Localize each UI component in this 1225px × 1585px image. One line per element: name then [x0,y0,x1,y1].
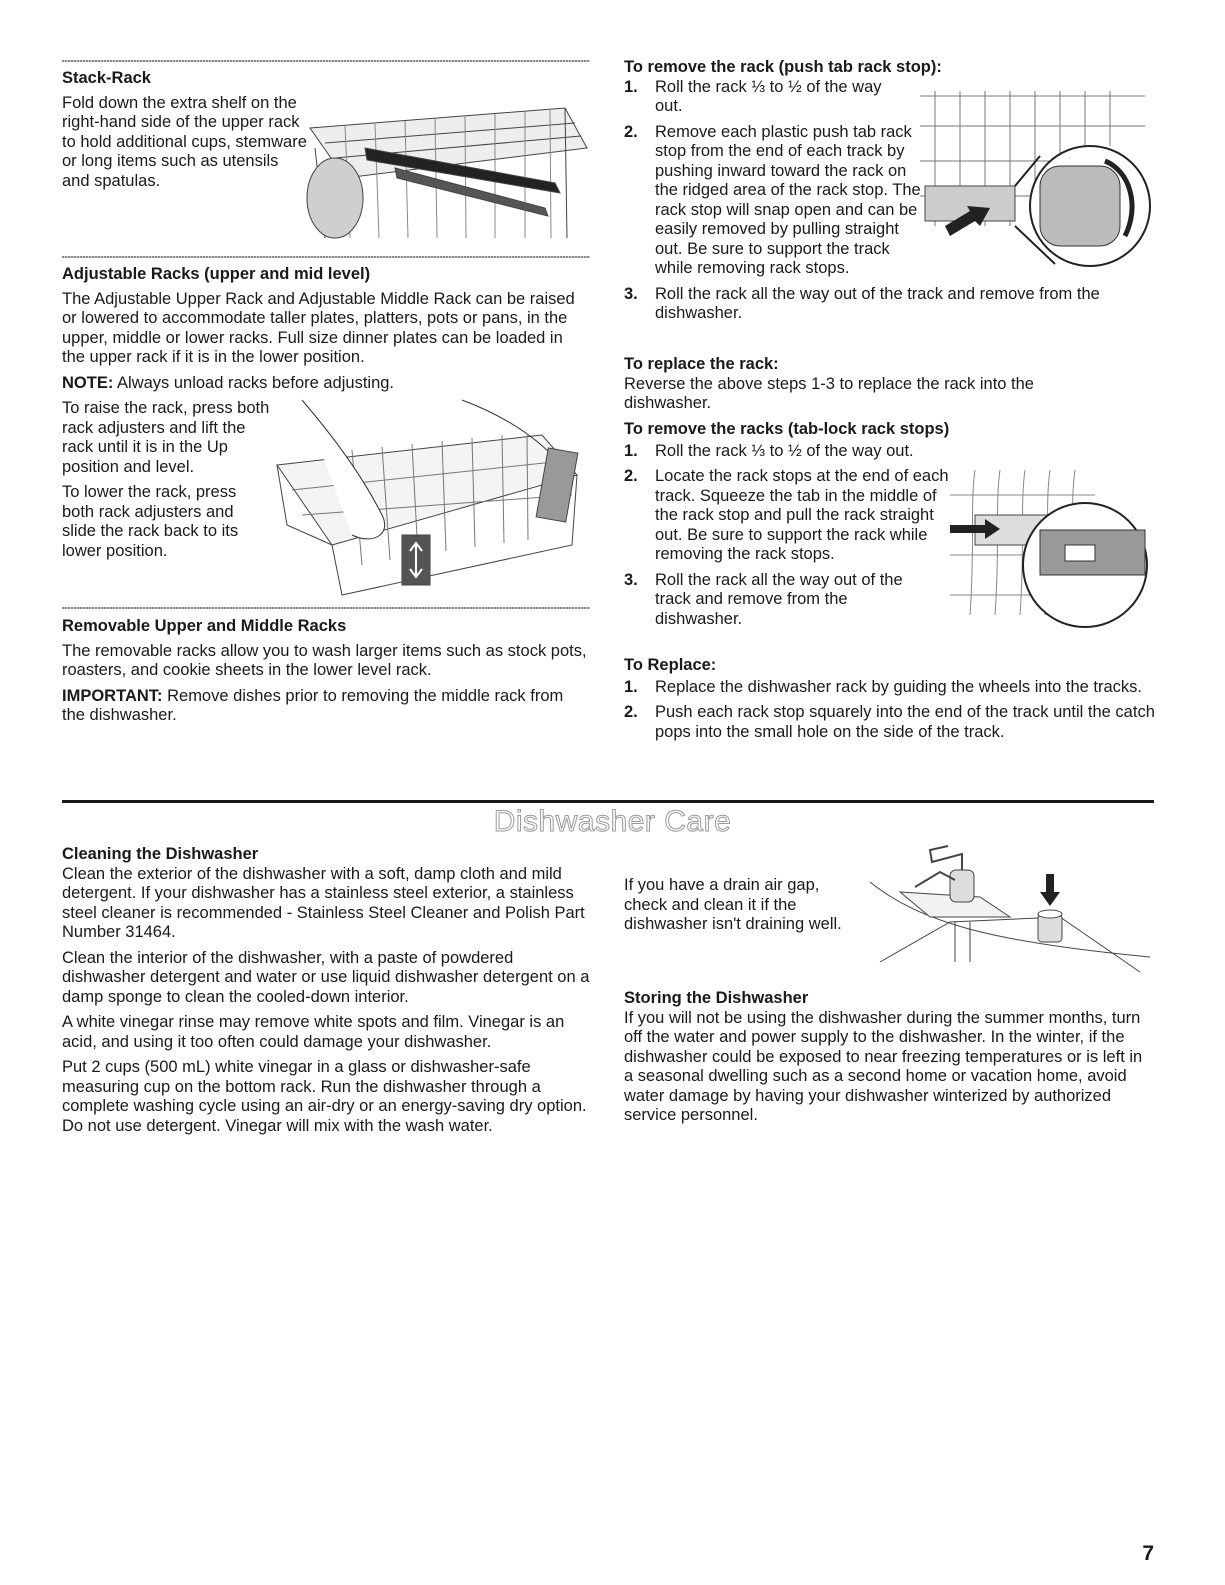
step-number: 1. [624,77,638,96]
lower-rack-text: To lower the rack, press both rack adjusters and slide the rack back to its lower position. [62,483,239,560]
note-text: Always unload racks before adjusting. [113,373,395,392]
important-label: IMPORTANT: [62,686,163,705]
important-paragraph [62,687,590,726]
to-replace-steps [624,678,1154,743]
step-number: 3. [624,570,638,589]
storing-text: If you will not be using the dishwasher during the summer months, turn off the water and power supply to the dishwasher. In the winter, if the dishwasher could be exposed to near freezing temperatures or is left in a seasonal dwelling such as a second home or vacation home, avoid water damage by having your dishwasher winterized by authorized service personnel. [624,1008,1143,1124]
step-text: Roll the rack ⅓ to ½ of the way out. [655,77,882,115]
stack-rack-illustration [305,88,590,248]
step-text: Roll the rack ⅓ to ½ of the way out. [655,441,914,460]
push-tab-rack-stop-illustration [915,86,1155,276]
section-rule [62,800,1154,803]
stack-rack-text: Fold down the extra shelf on the right-hand side of the upper rack to hold additional cups, stemware or long items such as utensils and spatulas. [62,93,307,190]
step-item [624,123,925,279]
replace-rack-heading: To replace the rack: [624,355,779,373]
cleaning-section [62,845,590,1142]
step-text: Roll the rack all the way out of the track and remove from the dishwasher. [655,570,903,628]
storing-section [624,989,1154,1132]
step-number: 2. [624,703,638,721]
replace-rack-section [624,355,1154,420]
step-item [624,678,1155,698]
step-text: Replace the dishwasher rack by guiding the wheels into the tracks. [655,677,1143,696]
adjustable-racks-text: The Adjustable Upper Rack and Adjustable Middle Rack can be raised or lowered to accommodate taller plates, platters, pots or pans, in the upper, middle or lower racks. Full size dinner plates can be loaded in the upper rack if it is in the lower position. [62,289,575,366]
tab-lock-heading: To remove the racks (tab-lock rack stops) [624,420,950,438]
step-text: Roll the rack all the way out of the track and remove from the dishwasher. [655,284,1100,322]
removable-racks-heading: Removable Upper and Middle Racks [62,617,347,635]
step-number: 2. [624,122,638,141]
storing-heading: Storing the Dishwasher [624,989,809,1007]
removable-racks-text: The removable racks allow you to wash larger items such as stock pots, roasters, and cookie sheets in the lower level rack. [62,641,587,679]
tab-lock-rack-stop-illustration [945,465,1155,635]
cleaning-paragraph: A white vinegar rinse may remove white spots and film. Vinegar is an acid, and using it too often could damage your dishwasher. [62,1013,565,1051]
replace-rack-text: Reverse the above steps 1-3 to replace the rack into the dishwasher. [624,374,1034,412]
step-item [624,467,957,565]
divider-rule [62,607,590,609]
cleaning-paragraph: Clean the interior of the dishwasher, with a paste of powdered dishwasher detergent and water or use liquid dishwasher detergent on a damp sponge to clean the cooled-down interior. [62,948,590,1006]
page-number: 7 [1142,1542,1154,1565]
removable-racks-section [62,617,590,732]
cleaning-paragraph: Put 2 cups (500 mL) white vinegar in a glass or dishwasher-safe measuring cup on the bottom rack. Run the dishwasher through a complete washing cycle using an air-dry or an energy-saving dry option. Do not use detergent. Vinegar will mix with the wash water. [62,1058,587,1135]
step-number: 1. [624,677,638,696]
to-replace-heading: To Replace: [624,656,717,674]
note-label: NOTE: [62,373,114,392]
stack-rack-heading: Stack-Rack [62,69,151,87]
air-gap-illustration [860,842,1155,982]
step-item [624,571,935,630]
note-paragraph [62,374,590,394]
cleaning-paragraph: Clean the exterior of the dishwasher with a soft, damp cloth and mild detergent. If your dishwasher has a stainless steel exterior, a stainless steel cleaner is recommended - Stainless Steel Cleaner and Polish Part Number 31464. [62,864,585,941]
raise-rack-text: To raise the rack, press both rack adjusters and lift the rack until it is in the Up position and level. [62,399,270,476]
step-number: 2. [624,467,638,485]
adjustable-rack-illustration [272,395,587,600]
step-item [624,78,910,117]
step-number: 1. [624,441,638,460]
divider-rule [62,256,590,258]
adjustable-racks-heading: Adjustable Racks (upper and mid level) [62,265,371,283]
important-text: Remove dishes prior to removing the middle rack from the dishwasher. [62,686,564,724]
step-text: Locate the rack stops at the end of each track. Squeeze the tab in the middle of the rack stop and pull the rack straight out. Be sure to support the rack while removing the rack stops. [655,467,949,563]
push-tab-heading: To remove the rack (push tab rack stop): [624,58,942,76]
air-gap-section [624,876,854,941]
step-number: 3. [624,284,638,303]
step-item [624,442,985,462]
cleaning-heading: Cleaning the Dishwasher [62,845,259,863]
step-text: Remove each plastic push tab rack stop from the end of each track by pushing inward toward the rack on the ridged area of the rack stop. The rack stop will snap open and can be easily removed by pulling straight out. Be sure to support the track while removing rack stops. [655,122,921,277]
dishwasher-care-title: Dishwasher Care [493,805,732,838]
air-gap-text: If you have a drain air gap, check and clean it if the dishwasher isn't draining well. [624,876,842,933]
step-text: Push each rack stop squarely into the end of the track until the catch pops into the small hole on the side of the track. [655,703,1155,741]
step-item [624,285,1175,324]
to-replace-section [624,656,1154,748]
step-item [624,703,1175,742]
divider-rule [62,60,590,62]
